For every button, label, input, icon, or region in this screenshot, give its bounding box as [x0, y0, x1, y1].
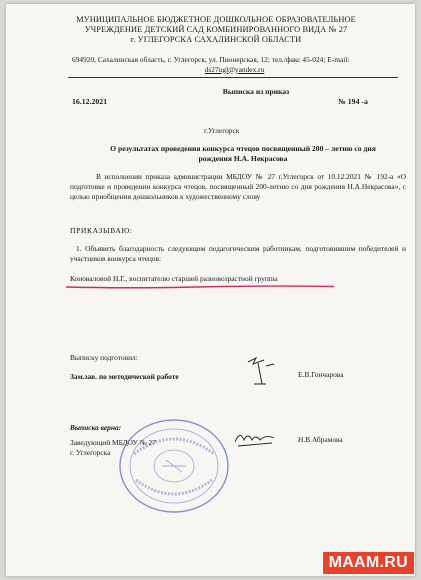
document-subject — [78, 144, 408, 163]
document-city: г.Углегорск — [204, 126, 240, 135]
document-title: Выписка из приказ — [222, 87, 290, 96]
order-heading: ПРИКАЗЫВАЮ: — [70, 226, 133, 235]
subject-line-2: рождения Н.А. Некрасова — [198, 153, 288, 163]
header-line-3: г. УГЛЕГОРСКА САХАЛИНСКОЙ ОБЛАСТИ — [130, 35, 302, 44]
prepared-by-name: Е.В.Гончарова — [298, 370, 344, 379]
true-copy-label: Выписка верна: — [70, 423, 122, 432]
signature-abramova-icon — [232, 428, 278, 450]
header-divider — [68, 77, 398, 78]
prepared-by-position: Зам.зав. по методической работе — [70, 372, 179, 381]
prepared-by-label: Выписку подготовил: — [70, 353, 138, 362]
recipient-line: Коноваловой Н.Г., воспитателю старшей разновозрастной группы — [70, 274, 278, 283]
institution-seal-icon — [114, 414, 234, 518]
maam-logo: MAAM.RU — [323, 552, 414, 574]
document-body: В исполнении приказа администрации МБДОУ № 27 г.Углегорск от 10.12.2021 № 192-а «О подготовке и проведении конкурса чтецов, посвященный 200-летию со дня рождения Н.А.Некрасова», с целью приобщения дошкольников к художественному слову — [70, 172, 406, 201]
subject-line-1: О результатах проведения конкурса чтецов посвященный 200 – летию со дня — [110, 144, 376, 153]
signature-goncharova-icon — [244, 354, 284, 388]
head-name: Н.В.Абрамова — [298, 435, 343, 444]
document-date: 16.12.2021 — [72, 97, 108, 106]
email-link[interactable]: ds27ugl@yandex.ru — [204, 64, 265, 74]
address-text: 694920, Сахалинская область, г. Углегорск, ул. Пионерская, 12; тел./факс 45-024; E-mail: — [72, 55, 350, 64]
document-sheet — [6, 4, 415, 576]
order-item-1: 1. Объявить благодарность следующим педагогическим работникам, подготовившим победителей и участников конкурса чтецов: — [70, 244, 406, 263]
institution-header — [46, 15, 386, 45]
head-position-line-2: г. Углегорска — [70, 447, 111, 457]
header-line-2: УЧРЕЖДЕНИЕ ДЕТСКИЙ САД КОМБИНИРОВАННОГО ВИДА № 27 — [84, 25, 348, 34]
pink-underline-mark — [66, 285, 334, 289]
header-line-1: МУНИЦИПАЛЬНОЕ БЮДЖЕТНОЕ ДОШКОЛЬНОЕ ОБРАЗОВАТЕЛЬНОЕ — [76, 15, 356, 24]
institution-address — [72, 55, 397, 74]
head-position-line-1: Заведующий МБДОУ № 27 — [70, 438, 156, 447]
document-number: № 194 -а — [338, 97, 368, 106]
